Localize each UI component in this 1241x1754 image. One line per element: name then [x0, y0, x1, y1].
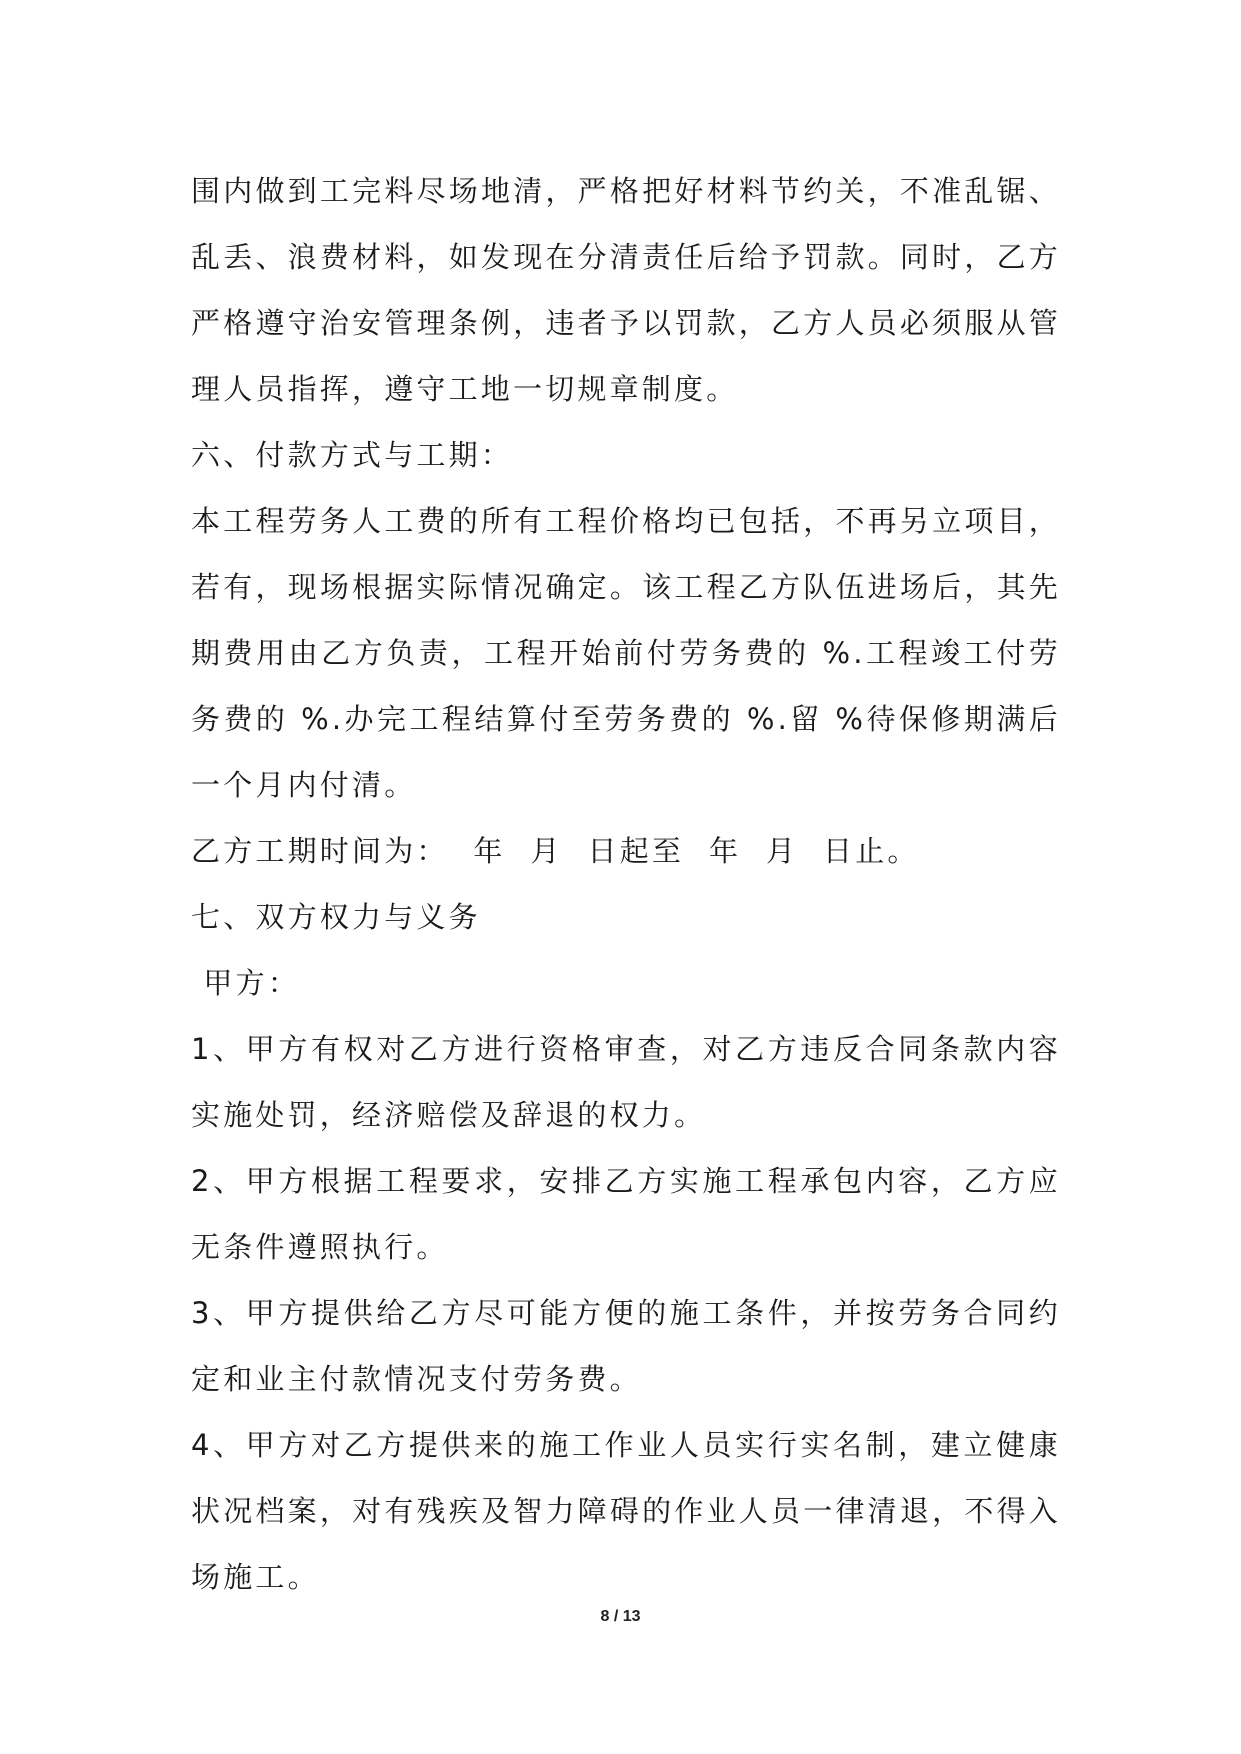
subheading-party-a: 甲方：	[191, 966, 301, 1000]
clause-4: 4、甲方对乙方提供来的施工作业人员实行实名制，建立健康状况档案，对有残疾及智力障碍的作业人员一律清退，不得入场施工。	[191, 1428, 1061, 1594]
paragraph-payment-terms: 本工程劳务人工费的所有工程价格均已包括，不再另立项目，若有，现场根据实际情况确定。该工程乙方队伍进场后，其先期费用由乙方负责，工程开始前付劳务费的 %.工程竣工付劳务费的 %.办完工程结算付至劳务费的 %.留 %待保修期满后一个月内付清。	[191, 504, 1061, 802]
paragraph-site-management: 围内做到工完料尽场地清，严格把好材料节约关，不准乱锯、乱丢、浪费材料，如发现在分清责任后给予罚款。同时，乙方严格遵守治安管理条例，违者予以罚款，乙方人员必须服从管理人员指挥，遵守工地一切规章制度。	[191, 174, 1061, 406]
clause-3: 3、甲方提供给乙方尽可能方便的施工条件，并按劳务合同约定和业主付款情况支付劳务费。	[191, 1296, 1061, 1396]
heading-rights-and-obligations: 七、双方权力与义务	[191, 900, 481, 934]
paragraph-construction-period: 乙方工期时间为： 年 月 日起至 年 月 日止。	[191, 834, 920, 868]
document-body	[191, 158, 1061, 1610]
page-number: 8 / 13	[600, 1608, 641, 1625]
clause-2: 2、甲方根据工程要求，安排乙方实施工程承包内容，乙方应无条件遵照执行。	[191, 1164, 1061, 1264]
clause-1: 1、甲方有权对乙方进行资格审查，对乙方违反合同条款内容实施处罚，经济赔偿及辞退的权力。	[191, 1032, 1061, 1132]
heading-payment-and-schedule: 六、付款方式与工期：	[191, 438, 514, 472]
